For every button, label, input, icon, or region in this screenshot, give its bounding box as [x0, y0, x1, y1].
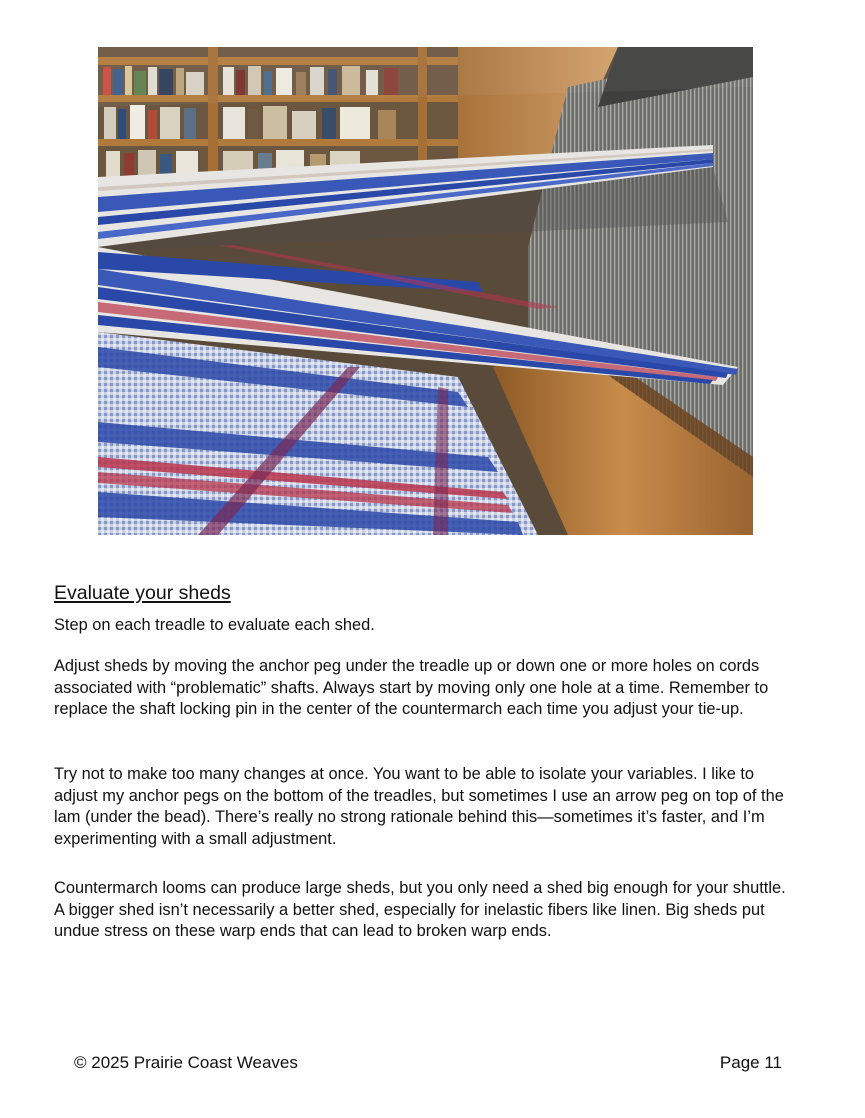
paragraph-shed-size: Countermarch looms can produce large sheds, but you only need a shed big enough for your shuttle. A bigger shed isn’t necessarily a better shed, especially for inelastic fibers like linen. Big sheds put undue stress on these warp ends that can lead to broken warp ends. — [54, 879, 786, 940]
paragraph-step-on-treadle: Step on each treadle to evaluate each shed. — [54, 616, 375, 634]
loom-shed-photo — [98, 47, 753, 535]
footer-page-number: Page 11 — [719, 1053, 782, 1072]
paragraph-isolate-variables: Try not to make too many changes at once. You want to be able to isolate your variables. I like to adjust my anchor pegs on the bottom of the treadles, but sometimes I use an arrow peg on top of the lam (under the bead). There’s really no strong rationale behind this—sometimes it’s faster, and I’m experimenting with a small adjustment. — [54, 765, 784, 848]
footer-copyright: © 2025 Prairie Coast Weaves — [74, 1053, 298, 1072]
section-heading: Evaluate your sheds — [54, 582, 231, 604]
paragraph-adjust-sheds: Adjust sheds by moving the anchor peg under the treadle up or down one or more holes on cords associated with “problematic” shafts. Always start by moving only one hole at a time. Remember to replace the shaft locking pin in the center of the countermarch each time you adjust your tie-up. — [54, 657, 769, 718]
